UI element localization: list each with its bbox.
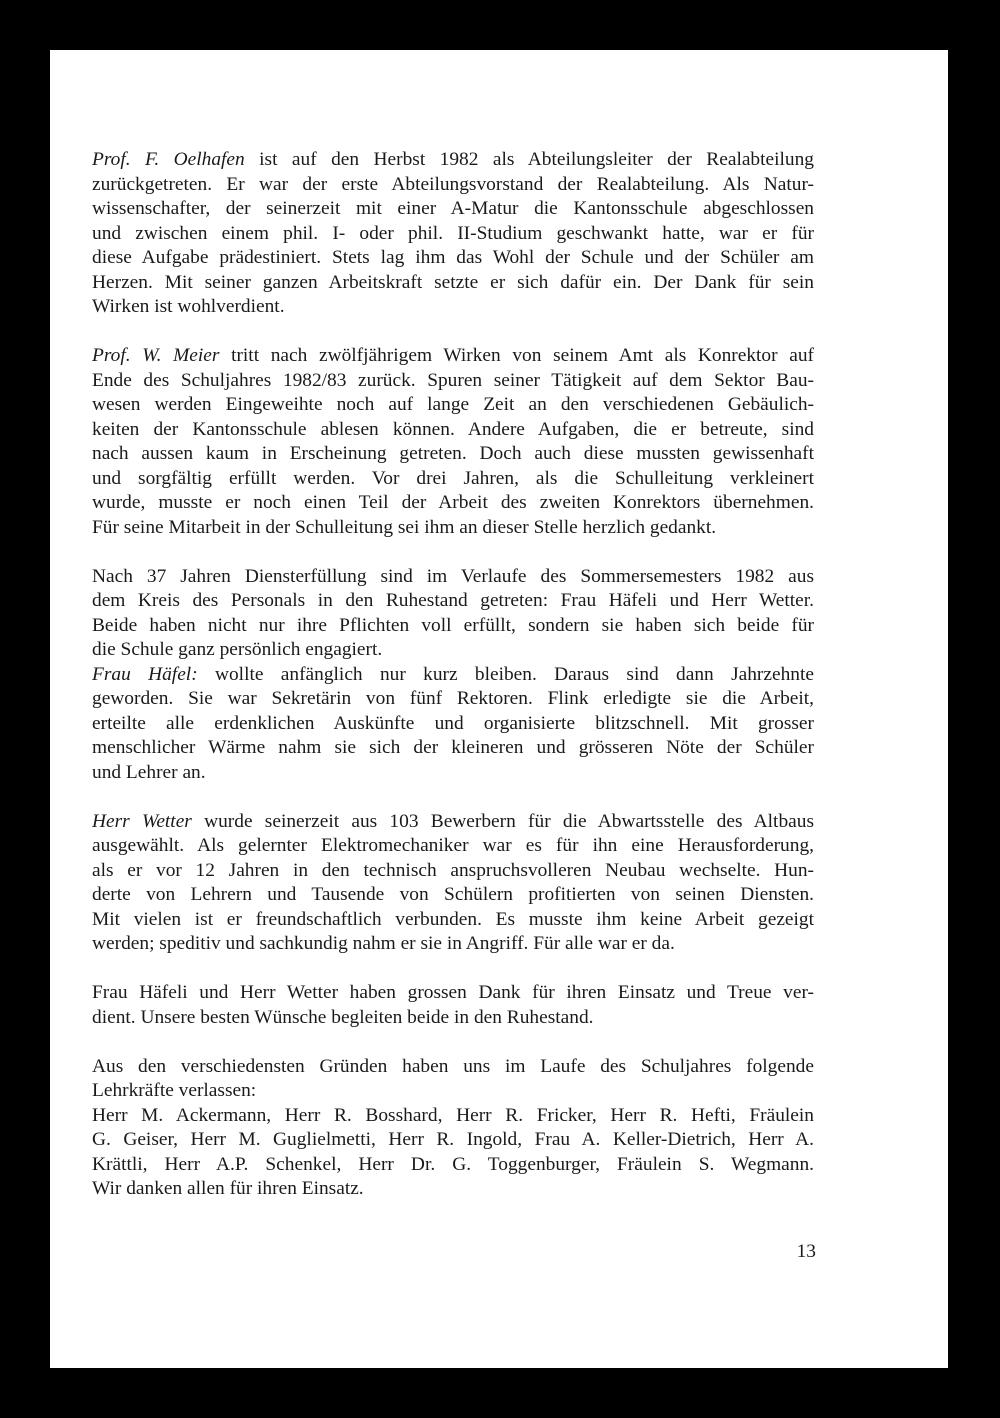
person-name: Frau Häfel: — [92, 663, 198, 685]
text-line: keiten der Kantonsschule ablesen können. Andere Aufgaben, die er betreute, sind — [92, 418, 814, 440]
text-line: G. Geiser, Herr M. Guglielmetti, Herr R. Ingold, Frau A. Keller-Dietrich, Herr A. — [92, 1129, 814, 1150]
paragraph-thanks — [92, 981, 814, 1030]
document-page — [50, 50, 948, 1368]
text-line: und zwischen einem phil. I- oder phil. II-Studium geschwankt hatte, war er für — [92, 222, 814, 244]
paragraph-oelhafen — [92, 148, 814, 320]
text-line: Wir danken allen für ihren Einsatz. — [92, 1178, 364, 1199]
person-name: Prof. W. Meier — [92, 345, 220, 366]
text-line: Wirken ist wohlverdient. — [92, 296, 285, 317]
paragraph-meier — [92, 344, 814, 540]
text-line: wurde, musste er noch einen Teil der Arbeit des zweiten Konrektors übernehmen. — [92, 492, 814, 513]
text-line: erteilte alle erdenklichen Auskünfte und organisierte blitzschnell. Mit grosser — [92, 712, 814, 734]
text-line: dient. Unsere besten Wünsche begleiten beide in den Ruhestand. — [92, 1006, 594, 1028]
text-line: Prof. W. Meier tritt nach zwölfjährigem Wirken von seinem Amt als Konrektor auf — [92, 345, 814, 366]
text-line: als er vor 12 Jahren in den technisch anspruchsvolleren Neubau wechselte. Hun- — [92, 859, 814, 881]
text-line: Ende des Schuljahres 1982/83 zurück. Spuren seiner Tätigkeit auf dem Sektor Bau- — [92, 369, 814, 391]
text-line: und Lehrer an. — [92, 761, 206, 783]
person-name: Herr Wetter — [92, 810, 192, 832]
text-line: Lehrkräfte verlassen: — [92, 1080, 257, 1101]
text-line: Prof. F. Oelhafen ist auf den Herbst 1982 als Abteilungsleiter der Realabteilung — [92, 149, 814, 170]
text-line: ausgewählt. Als gelernter Elektromechaniker war es für ihn eine Herausforderung, — [92, 835, 814, 856]
text-line: Nach 37 Jahren Diensterfüllung sind im Verlaufe des Sommersemesters 1982 aus — [92, 565, 814, 587]
document-body — [92, 148, 814, 1202]
text-line: menschlicher Wärme nahm sie sich der kleineren und grösseren Nöte der Schüler — [92, 737, 814, 758]
text-line: die Schule ganz persönlich engagiert. — [92, 639, 383, 660]
text-line: Herr M. Ackermann, Herr R. Bosshard, Herr R. Fricker, Herr R. Hefti, Fräulein — [92, 1104, 814, 1126]
text-line: Herr Wetter wurde seinerzeit aus 103 Bewerbern für die Abwartsstelle des Altbaus — [92, 810, 814, 832]
text-line: Aus den verschiedensten Gründen haben uns im Laufe des Schuljahres folgende — [92, 1055, 814, 1077]
text-line: werden; speditiv und sachkundig nahm er sie in Angriff. Für alle war er da. — [92, 933, 675, 954]
text-line: Frau Häfel: wollte anfänglich nur kurz bleiben. Daraus sind dann Jahrzehnte — [92, 663, 814, 685]
page-number: 13 — [796, 1241, 816, 1262]
text-line: diese Aufgabe prädestiniert. Stets lag ihm das Wohl der Schule und der Schüler am — [92, 247, 814, 268]
text-line: zurückgetreten. Er war der erste Abteilungsvorstand der Realabteilung. Als Natur- — [92, 173, 814, 195]
text-line: Herzen. Mit seiner ganzen Arbeitskraft setzte er sich dafür ein. Der Dank für sein — [92, 271, 814, 293]
text-line: wissenschafter, der seinerzeit mit einer A-Matur die Kantonsschule abgeschlossen — [92, 198, 814, 219]
text-line: geworden. Sie war Sekretärin von fünf Rektoren. Flink erledigte sie die Arbeit, — [92, 688, 814, 709]
text-line: Mit vielen ist er freundschaftlich verbunden. Es musste ihm keine Arbeit gezeigt — [92, 908, 814, 930]
text-line: wesen werden Eingeweihte noch auf lange Zeit an den verschiedenen Gebäulich- — [92, 394, 814, 415]
paragraph-haefeli — [92, 663, 814, 786]
paragraph-departures — [92, 1055, 814, 1202]
text-line: nach aussen kaum in Erscheinung getreten. Doch auch diese mussten gewissenhaft — [92, 443, 814, 464]
text-line: Beide haben nicht nur ihre Pflichten voll erfüllt, sondern sie haben sich beide für — [92, 614, 814, 636]
text-line: dem Kreis des Personals in den Ruhestand getreten: Frau Häfeli und Herr Wetter. — [92, 590, 814, 611]
text-line: Frau Häfeli und Herr Wetter haben grossen Dank für ihren Einsatz und Treue ver- — [92, 982, 814, 1003]
person-name: Prof. F. Oelhafen — [92, 149, 245, 170]
paragraph-retirement — [92, 565, 814, 663]
text-line: und sorgfältig erfüllt werden. Vor drei Jahren, als die Schulleitung verkleinert — [92, 467, 814, 489]
text-line: Für seine Mitarbeit in der Schulleitung sei ihm an dieser Stelle herzlich gedankt. — [92, 516, 717, 538]
text-line: Krättli, Herr A.P. Schenkel, Herr Dr. G. Toggenburger, Fräulein S. Wegmann. — [92, 1153, 814, 1175]
paragraph-wetter — [92, 810, 814, 957]
text-line: derte von Lehrern und Tausende von Schülern profitierten von seinen Diensten. — [92, 884, 814, 905]
